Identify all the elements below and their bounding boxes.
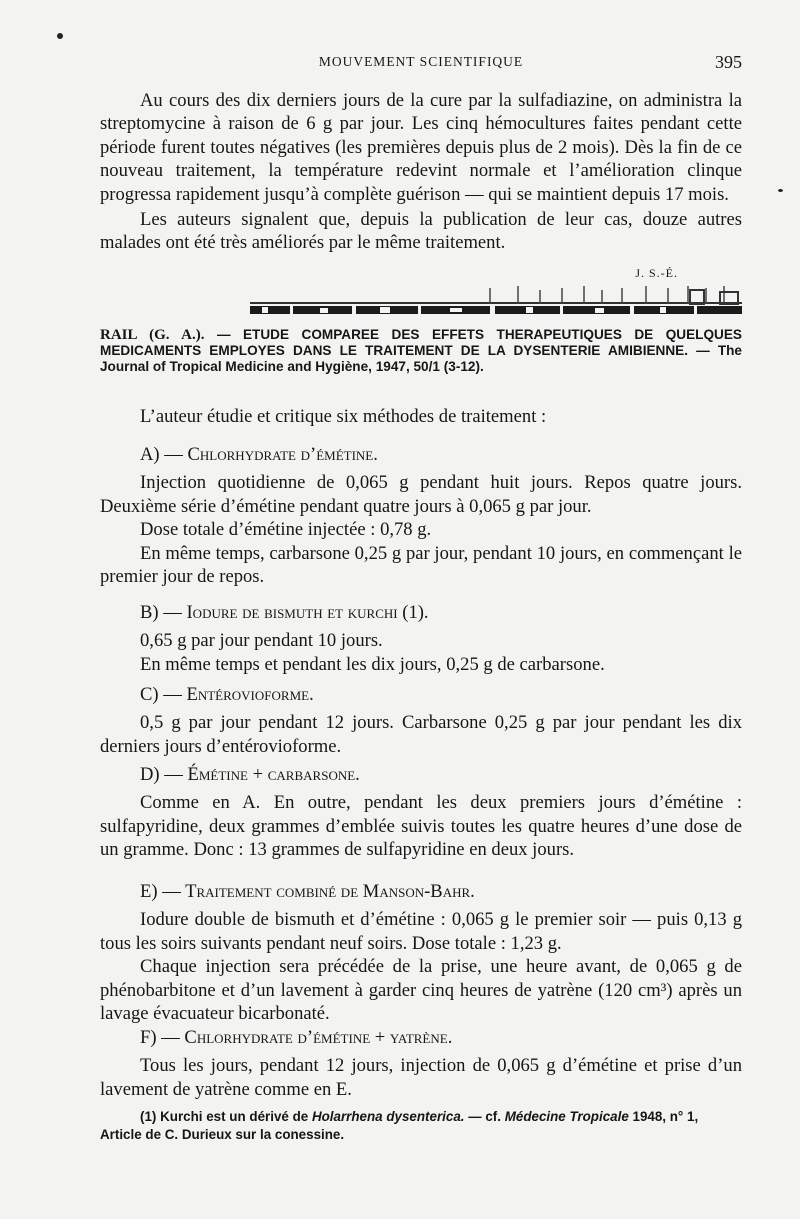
section-heading: F) — Chlorhydrate d’émétine + yatrène. xyxy=(140,1027,453,1048)
section-heading: A) — Chlorhydrate d’émétine. xyxy=(140,444,378,465)
article-author: RAIL (G. A.). xyxy=(100,327,205,343)
running-title: MOUVEMENT SCIENTIFIQUE xyxy=(318,54,524,69)
section-c xyxy=(100,683,742,758)
lead-text xyxy=(100,405,742,428)
section-paragraph: Comme en A. En outre, pendant les deux premiers jours d’émétine : sulfapyridine, deux grammes d’emblée suivis toutes les quatre heures d’une dose de un gramme. Donc : 13 grammes de sulfapyridine en deux jours. xyxy=(100,792,742,861)
section-heading: D) — Émétine + carbarsone. xyxy=(140,764,360,785)
lead-paragraph: L’auteur étudie et critique six méthodes de traitement : xyxy=(140,406,547,427)
intro-paragraph-2: Les auteurs signalent que, depuis la publication de leur cas, douze autres malades ont été très améliorés par le même traitement. xyxy=(100,209,742,254)
section-paragraph: Dose totale d’émétine injectée : 0,78 g. xyxy=(140,519,432,541)
section-d xyxy=(100,763,742,862)
ink-speck xyxy=(778,189,783,192)
section-paragraph: Tous les jours, pendant 12 jours, injection de 0,065 g d’émétine et prise d’un lavement de yatrène comme en E. xyxy=(100,1055,742,1100)
reviewer-signature: J. S.-É. xyxy=(635,266,678,280)
page-number: 395 xyxy=(715,52,742,72)
footnote-text: — cf. xyxy=(468,1109,501,1124)
article-title-and-source: — ETUDE COMPAREE DES EFFETS THERAPEUTIQUES DE QUELQUES MEDICAMENTS EMPLOYES DANS LE TRAITEMENT DE LA DYSENTERIE AMIBIENNE. — The Journal of Tropical Medicine and Hygiène, 1947, 50/1 (3-12). xyxy=(100,327,742,374)
section-heading: E) — Traitement combiné de Manson-Bahr. xyxy=(140,881,475,902)
footnote-species: Holarrhena dysenterica. xyxy=(311,1109,465,1124)
section-paragraph: Injection quotidienne de 0,065 g pendant huit jours. Repos quatre jours. Deuxième série d’émétine pendant quatre jours à 0,065 g par jour. xyxy=(100,472,742,517)
section-e xyxy=(100,880,742,1025)
article-citation xyxy=(100,327,742,374)
footnote-marker: (1) xyxy=(140,1109,157,1124)
footnote-journal: Médecine Tropicale xyxy=(504,1109,629,1124)
section-b xyxy=(100,601,742,676)
section-heading: B) — Iodure de bismuth et kurchi (1). xyxy=(140,602,429,623)
section-a xyxy=(100,443,742,588)
footnote-text: Kurchi est un dérivé de xyxy=(160,1109,309,1124)
section-f xyxy=(100,1026,742,1101)
section-paragraph: Iodure double de bismuth et d’émétine : 0,065 g le premier soir — puis 0,13 g tous les soirs suivants pendant neuf soirs. Dose totale : 1,23 g. xyxy=(100,909,742,954)
intro-paragraph-1: Au cours des dix derniers jours de la cure par la sulfadiazine, on administra la streptomycine à raison de 6 g par jour. Les cinq hémocultures faites pendant cette période furent toutes négatives (les premières depuis plus de 2 mois). Dès la fin de ce nouveau traitement, la température redevint normale et l’amélioration clinque progressa rapidement jusqu’à complète guérison — qui se maintient depuis 17 mois. xyxy=(100,90,742,205)
ink-speck xyxy=(57,33,63,39)
intro-text xyxy=(100,89,742,255)
section-paragraph: 0,5 g par jour pendant 12 jours. Carbarsone 0,25 g par jour pendant les dix derniers jours d’entérovioforme. xyxy=(100,712,742,757)
section-paragraph: En même temps, carbarsone 0,25 g par jour, pendant 10 jours, en commençant le premier jour de repos. xyxy=(100,542,742,588)
page-header xyxy=(100,52,742,76)
section-paragraph: En même temps et pendant les dix jours, 0,25 g de carbarsone. xyxy=(140,653,605,675)
printer-ornament-rule xyxy=(250,286,742,324)
section-paragraph: Chaque injection sera précédée de la prise, une heure avant, de 0,065 g de phénobarbitone et d’un lavement à garder cinq heures de yatrène (120 cm³) après un lavage évacuateur bicarbonaté. xyxy=(100,956,742,1025)
footnote-text: 1948, n° 1, Article de C. Durieux sur la conessine. xyxy=(100,1109,699,1142)
section-paragraph: 0,65 g par jour pendant 10 jours. xyxy=(140,630,383,652)
section-heading: C) — Entérovioforme. xyxy=(140,684,314,705)
footnote xyxy=(100,1108,742,1144)
